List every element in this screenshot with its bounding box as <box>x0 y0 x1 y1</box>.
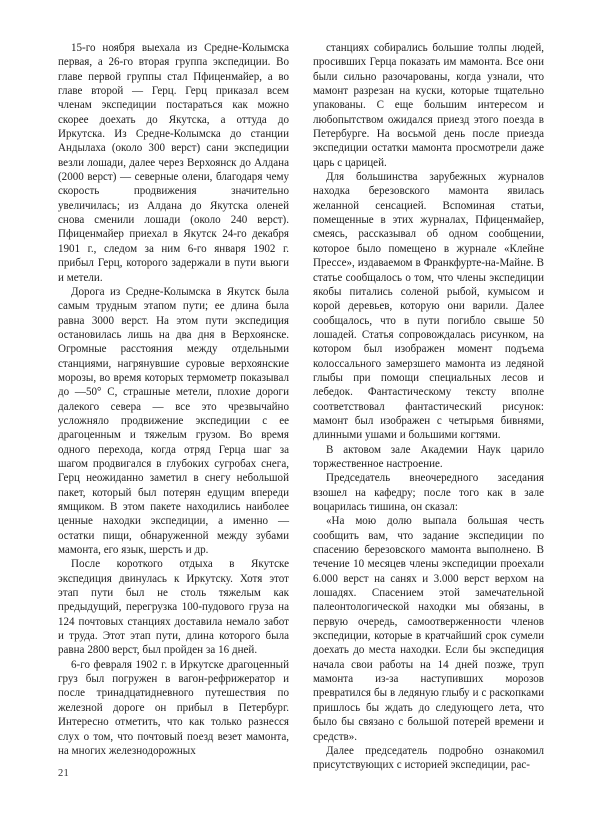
paragraph: Председатель внеочередного заседания взошел на кафедру; после того как в зале воцарилась тишина, он сказал: <box>313 472 544 513</box>
paragraph: 6-го февраля 1902 г. в Иркутске драгоценный груз был погружен в вагон-рефрижератор и после тринадцатидневного путешествия по железной дороге он прибыл в Петербург. Интересно отметить, что как только разнесся слух о том, что почтовый поезд везет мамонта, на многих железнодорожных <box>58 658 289 757</box>
two-column-text-body <box>58 41 544 772</box>
paragraph: Далее председатель подробно ознакомил присутствующих с историей экспедиции, рас- <box>313 744 544 772</box>
paragraph: В актовом зале Академии Наук царило торжественное настроение. <box>313 443 544 470</box>
left-text-column <box>58 41 289 757</box>
right-text-column <box>313 41 544 772</box>
paragraph: Для большинства зарубежных журналов находка березовского мамонта явилась желанной сенсацией. Вспоминая статьи, помещенные в этих журналах, Пфиценмайер, смеясь, рассказывал об одном сообщении, которое было помещено в журнале «Клейне Прессе», издаваемом в Франкфурте-на-Майне. В статье сообщалось о том, что члены экспедиции якобы питались соленой рыбой, кумысом и корой деревьев, которую они варили. Далее сообщалось, что в пути погибло свыше 50 лошадей. Статья сопровождалась рисунком, на котором был изображен момент подъема колоссального замерзшего мамонта из ледяной глыбы при помощи специальных лесов и лебедок. Фантастическому тексту вполне соответствовал фантастический рисунок: мамонт был изображен с четырьмя бивнями, длинными ушами и большими когтями. <box>313 171 544 442</box>
paragraph: Дорога из Средне-Колымска в Якутск была самым трудным этапом пути; ее длина была равна 3000 верст. На этом пути экспедиция остановилась лишь на два дня в Верхоянске. Огромные расстояния между отдельными станциями, нагрянувшие суровые верхоянские морозы, во время которых термометр показывал до —50° С, страшные метели, плохие дороги далекого севера — все это чрезвычайно усложняло продвижение экспедиции с ее драгоценным и тяжелым грузом. Во время одного перехода, когда отряд Герца шаг за шагом продвигался в глубоких сугробах снега, Герц неожиданно заметил в снегу небольшой пакет, который был потерян едущим впереди ямщиком. В этом пакете находились наиболее ценные находки экспедиции, а именно — остатки пищи, обнаруженной между зубами мамонта, его язык, шерсть и др. <box>58 285 289 557</box>
paragraph: 15-го ноября выехала из Средне-Колымска первая, а 26-го вторая группа экспедиции. Во главе первой группы стал Пфиценмайер, а во главе второй — Герц. Герц приказал всем членам экспедиции постараться как можно скорее доехать до Якутска, а оттуда до Иркутска. Из Средне-Колымска до станции Андылаха (около 300 верст) сани экспедиции везли лошади, далее через Верхоянск до Алдана (2000 верст) — северные олени, благодаря чему скорость продвижения значительно увеличилась; из Алдана до Якутска оленей снова сменили лошади (около 240 верст). Пфиценмайер приехал в Якутск 24-го декабря 1901 г., следом за ним 6-го января 1902 г. прибыл Герц, которого задержали в пути вьюги и метели. <box>58 42 289 284</box>
page-number: 21 <box>58 768 69 779</box>
paragraph: станциях собирались большие толпы людей, просивших Герца показать им мамонта. Все они были сильно разочарованы, когда узнали, что мамонт разрезан на куски, которые тщательно упакованы. С еще большим интересом и любопытством ожидался приезд этого поезда в Петербурге. На восьмой день после приезда экспедиции остатки мамонта просмотрели даже царь с царицей. <box>313 42 544 169</box>
paragraph: «На мою долю выпала большая честь сообщить вам, что задание экспедиции по спасению березовского мамонта выполнено. В течение 10 месяцев члены экспедиции проехали 6.000 верст на санях и 3.000 верст верхом на лошадях. Спасением этой замечательной палеонтологической находки мы обязаны, в первую очередь, самоотверженности членов экспедиции, которые в кратчайший срок сумели доехать до места находки. Если бы экспедиция начала свои работы на 14 дней позже, труп мамонта из-за наступивших морозов превратился бы в ледяную глыбу и с раскопками пришлось бы ждать до следующего лета, что было бы связано с большой потерей времени и средств». <box>313 515 544 743</box>
paragraph: После короткого отдыха в Якутске экспедиция двинулась к Иркутску. Хотя этот этап пути был не столь тяжелым как предыдущий, перегрузка 100-пудового груза на 124 почтовых станциях доставила немало забот и труда. Этот этап пути, длина которого была равна 2800 верст, был пройден за 16 дней. <box>58 558 289 657</box>
